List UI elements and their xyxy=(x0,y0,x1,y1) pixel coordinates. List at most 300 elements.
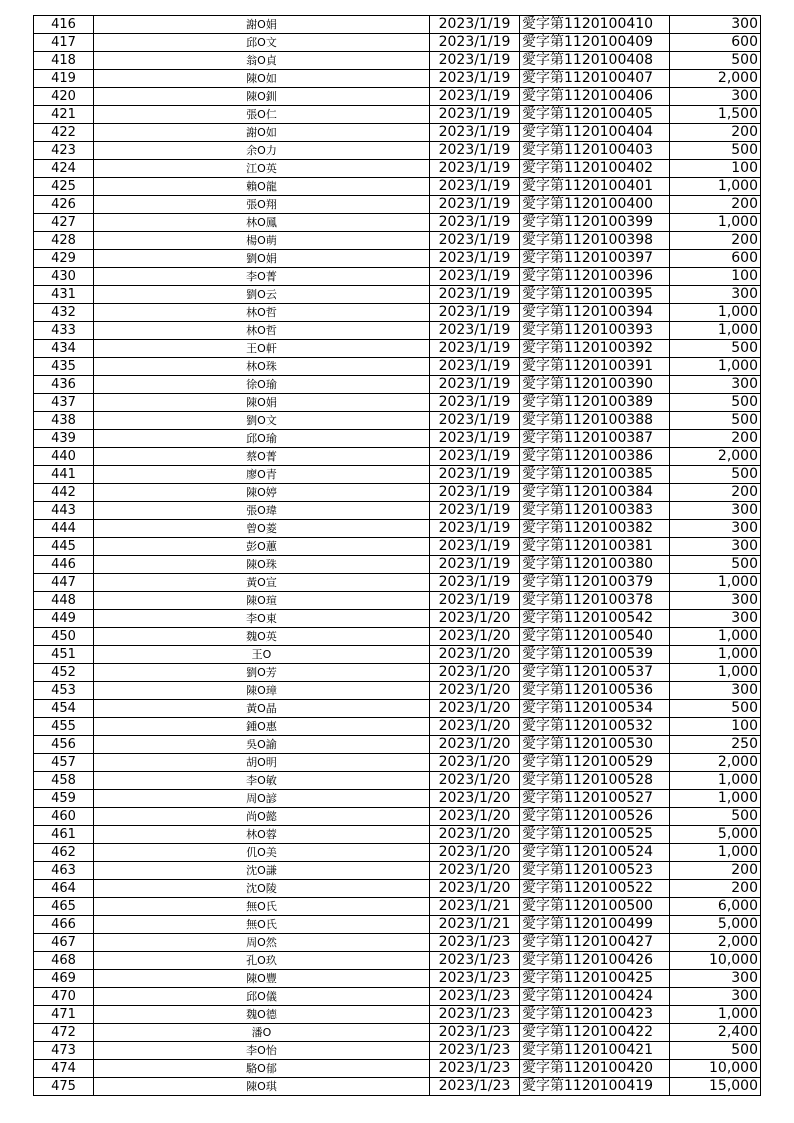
row-number: 457 xyxy=(34,754,94,772)
donation-amount: 1,000 xyxy=(670,628,761,646)
table-row xyxy=(34,1024,761,1042)
table-row xyxy=(34,538,761,556)
receipt-number: 愛字第1120100398 xyxy=(520,232,670,250)
row-number: 448 xyxy=(34,592,94,610)
receipt-number: 愛字第1120100381 xyxy=(520,538,670,556)
receipt-number: 愛字第1120100389 xyxy=(520,394,670,412)
receipt-number: 愛字第1120100384 xyxy=(520,484,670,502)
receipt-number: 愛字第1120100396 xyxy=(520,268,670,286)
donor-name: 謝O娟 xyxy=(94,16,430,34)
receipt-number: 愛字第1120100402 xyxy=(520,160,670,178)
donation-amount: 250 xyxy=(670,736,761,754)
receipt-number: 愛字第1120100395 xyxy=(520,286,670,304)
donation-date: 2023/1/19 xyxy=(430,304,520,322)
row-number: 417 xyxy=(34,34,94,52)
receipt-number: 愛字第1120100406 xyxy=(520,88,670,106)
donation-amount: 1,500 xyxy=(670,106,761,124)
row-number: 461 xyxy=(34,826,94,844)
donation-amount: 1,000 xyxy=(670,646,761,664)
donor-name: 林O哲 xyxy=(94,304,430,322)
row-number: 464 xyxy=(34,880,94,898)
donation-date: 2023/1/20 xyxy=(430,682,520,700)
table-row xyxy=(34,142,761,160)
donation-amount: 300 xyxy=(670,610,761,628)
row-number: 468 xyxy=(34,952,94,970)
row-number: 418 xyxy=(34,52,94,70)
receipt-number: 愛字第1120100423 xyxy=(520,1006,670,1024)
table-row xyxy=(34,1042,761,1060)
donation-amount: 200 xyxy=(670,430,761,448)
donor-name: 鍾O惠 xyxy=(94,718,430,736)
receipt-number: 愛字第1120100401 xyxy=(520,178,670,196)
donation-date: 2023/1/19 xyxy=(430,34,520,52)
donation-date: 2023/1/20 xyxy=(430,664,520,682)
receipt-number: 愛字第1120100387 xyxy=(520,430,670,448)
receipt-number: 愛字第1120100410 xyxy=(520,16,670,34)
receipt-number: 愛字第1120100379 xyxy=(520,574,670,592)
receipt-number: 愛字第1120100405 xyxy=(520,106,670,124)
donor-name: 彭O蕙 xyxy=(94,538,430,556)
donation-amount: 200 xyxy=(670,880,761,898)
table-row xyxy=(34,466,761,484)
row-number: 471 xyxy=(34,1006,94,1024)
table-row xyxy=(34,214,761,232)
donation-amount: 500 xyxy=(670,340,761,358)
donor-name: 余O力 xyxy=(94,142,430,160)
receipt-number: 愛字第1120100385 xyxy=(520,466,670,484)
receipt-number: 愛字第1120100397 xyxy=(520,250,670,268)
donation-date: 2023/1/19 xyxy=(430,448,520,466)
receipt-number: 愛字第1120100530 xyxy=(520,736,670,754)
receipt-number: 愛字第1120100424 xyxy=(520,988,670,1006)
donation-amount: 1,000 xyxy=(670,664,761,682)
donor-name: 劉O文 xyxy=(94,412,430,430)
table-row xyxy=(34,772,761,790)
receipt-number: 愛字第1120100409 xyxy=(520,34,670,52)
row-number: 426 xyxy=(34,196,94,214)
row-number: 446 xyxy=(34,556,94,574)
donor-name: 江O英 xyxy=(94,160,430,178)
table-row xyxy=(34,916,761,934)
donation-date: 2023/1/19 xyxy=(430,376,520,394)
receipt-number: 愛字第1120100525 xyxy=(520,826,670,844)
donation-date: 2023/1/19 xyxy=(430,592,520,610)
donor-name: 蔡O菁 xyxy=(94,448,430,466)
row-number: 422 xyxy=(34,124,94,142)
table-row xyxy=(34,34,761,52)
receipt-number: 愛字第1120100422 xyxy=(520,1024,670,1042)
table-row xyxy=(34,88,761,106)
donation-amount: 500 xyxy=(670,142,761,160)
donation-amount: 200 xyxy=(670,232,761,250)
receipt-number: 愛字第1120100529 xyxy=(520,754,670,772)
table-row xyxy=(34,1060,761,1078)
table-row xyxy=(34,1006,761,1024)
donation-date: 2023/1/19 xyxy=(430,268,520,286)
donor-name: 陳O如 xyxy=(94,70,430,88)
receipt-number: 愛字第1120100522 xyxy=(520,880,670,898)
donation-amount: 5,000 xyxy=(670,916,761,934)
donation-amount: 200 xyxy=(670,124,761,142)
donation-date: 2023/1/20 xyxy=(430,826,520,844)
table-row xyxy=(34,952,761,970)
donor-name: 陳O婷 xyxy=(94,484,430,502)
donation-date: 2023/1/23 xyxy=(430,1078,520,1096)
donation-amount: 10,000 xyxy=(670,1060,761,1078)
row-number: 454 xyxy=(34,700,94,718)
table-row xyxy=(34,448,761,466)
receipt-number: 愛字第1120100534 xyxy=(520,700,670,718)
donation-amount: 300 xyxy=(670,286,761,304)
donation-date: 2023/1/19 xyxy=(430,286,520,304)
table-row xyxy=(34,844,761,862)
row-number: 451 xyxy=(34,646,94,664)
donation-date: 2023/1/19 xyxy=(430,16,520,34)
donation-date: 2023/1/19 xyxy=(430,196,520,214)
donor-name: 劉O芳 xyxy=(94,664,430,682)
donation-amount: 1,000 xyxy=(670,1006,761,1024)
table-row xyxy=(34,178,761,196)
receipt-number: 愛字第1120100394 xyxy=(520,304,670,322)
table-row xyxy=(34,484,761,502)
donation-ledger-body xyxy=(34,16,761,1096)
donation-date: 2023/1/20 xyxy=(430,736,520,754)
donation-date: 2023/1/23 xyxy=(430,970,520,988)
donation-date: 2023/1/19 xyxy=(430,160,520,178)
row-number: 472 xyxy=(34,1024,94,1042)
donation-amount: 1,000 xyxy=(670,844,761,862)
row-number: 460 xyxy=(34,808,94,826)
row-number: 429 xyxy=(34,250,94,268)
row-number: 474 xyxy=(34,1060,94,1078)
donation-amount: 5,000 xyxy=(670,826,761,844)
donation-amount: 2,000 xyxy=(670,448,761,466)
table-row xyxy=(34,646,761,664)
donation-amount: 100 xyxy=(670,718,761,736)
row-number: 449 xyxy=(34,610,94,628)
row-number: 465 xyxy=(34,898,94,916)
table-row xyxy=(34,16,761,34)
donor-name: 楊O萌 xyxy=(94,232,430,250)
donation-amount: 300 xyxy=(670,592,761,610)
row-number: 456 xyxy=(34,736,94,754)
donation-amount: 300 xyxy=(670,520,761,538)
donation-amount: 600 xyxy=(670,34,761,52)
donor-name: 謝O如 xyxy=(94,124,430,142)
donor-name: 李O東 xyxy=(94,610,430,628)
donation-date: 2023/1/19 xyxy=(430,556,520,574)
row-number: 459 xyxy=(34,790,94,808)
donation-date: 2023/1/19 xyxy=(430,250,520,268)
donor-name: 王O xyxy=(94,646,430,664)
receipt-number: 愛字第1120100407 xyxy=(520,70,670,88)
donor-name: 尚O懿 xyxy=(94,808,430,826)
table-row xyxy=(34,412,761,430)
donation-date: 2023/1/19 xyxy=(430,394,520,412)
donor-name: 周O然 xyxy=(94,934,430,952)
donor-name: 徐O瑜 xyxy=(94,376,430,394)
receipt-number: 愛字第1120100528 xyxy=(520,772,670,790)
donor-name: 張O翔 xyxy=(94,196,430,214)
row-number: 475 xyxy=(34,1078,94,1096)
donor-name: 邱O瑜 xyxy=(94,430,430,448)
donor-name: 林O蓉 xyxy=(94,826,430,844)
donation-date: 2023/1/19 xyxy=(430,214,520,232)
table-row xyxy=(34,934,761,952)
row-number: 425 xyxy=(34,178,94,196)
donation-date: 2023/1/19 xyxy=(430,52,520,70)
donation-date: 2023/1/20 xyxy=(430,610,520,628)
donation-date: 2023/1/19 xyxy=(430,106,520,124)
table-row xyxy=(34,808,761,826)
receipt-number: 愛字第1120100380 xyxy=(520,556,670,574)
row-number: 466 xyxy=(34,916,94,934)
donation-amount: 1,000 xyxy=(670,304,761,322)
row-number: 437 xyxy=(34,394,94,412)
donation-amount: 500 xyxy=(670,1042,761,1060)
donor-name: 陳O璋 xyxy=(94,682,430,700)
donor-name: 無O氏 xyxy=(94,916,430,934)
receipt-number: 愛字第1120100540 xyxy=(520,628,670,646)
donation-amount: 6,000 xyxy=(670,898,761,916)
donation-date: 2023/1/20 xyxy=(430,844,520,862)
receipt-number: 愛字第1120100542 xyxy=(520,610,670,628)
donation-date: 2023/1/19 xyxy=(430,430,520,448)
donation-amount: 300 xyxy=(670,88,761,106)
donor-name: 魏O德 xyxy=(94,1006,430,1024)
table-row xyxy=(34,160,761,178)
donation-date: 2023/1/19 xyxy=(430,70,520,88)
donor-name: 廖O青 xyxy=(94,466,430,484)
table-row xyxy=(34,286,761,304)
donation-date: 2023/1/20 xyxy=(430,880,520,898)
receipt-number: 愛字第1120100408 xyxy=(520,52,670,70)
donation-amount: 600 xyxy=(670,250,761,268)
table-row xyxy=(34,70,761,88)
receipt-number: 愛字第1120100419 xyxy=(520,1078,670,1096)
donation-date: 2023/1/20 xyxy=(430,808,520,826)
row-number: 469 xyxy=(34,970,94,988)
table-row xyxy=(34,664,761,682)
donation-amount: 300 xyxy=(670,538,761,556)
table-row xyxy=(34,322,761,340)
donation-amount: 100 xyxy=(670,268,761,286)
donation-date: 2023/1/19 xyxy=(430,520,520,538)
donation-amount: 500 xyxy=(670,700,761,718)
donor-name: 潘O xyxy=(94,1024,430,1042)
row-number: 432 xyxy=(34,304,94,322)
table-row xyxy=(34,682,761,700)
row-number: 427 xyxy=(34,214,94,232)
row-number: 440 xyxy=(34,448,94,466)
donation-amount: 200 xyxy=(670,484,761,502)
donation-date: 2023/1/20 xyxy=(430,862,520,880)
row-number: 423 xyxy=(34,142,94,160)
donation-amount: 1,000 xyxy=(670,322,761,340)
row-number: 441 xyxy=(34,466,94,484)
donor-name: 李O敏 xyxy=(94,772,430,790)
receipt-number: 愛字第1120100527 xyxy=(520,790,670,808)
donation-amount: 1,000 xyxy=(670,772,761,790)
row-number: 424 xyxy=(34,160,94,178)
table-row xyxy=(34,790,761,808)
row-number: 421 xyxy=(34,106,94,124)
receipt-number: 愛字第1120100400 xyxy=(520,196,670,214)
table-row xyxy=(34,124,761,142)
table-row xyxy=(34,520,761,538)
donation-date: 2023/1/20 xyxy=(430,790,520,808)
row-number: 462 xyxy=(34,844,94,862)
row-number: 473 xyxy=(34,1042,94,1060)
table-row xyxy=(34,898,761,916)
receipt-number: 愛字第1120100393 xyxy=(520,322,670,340)
donation-amount: 200 xyxy=(670,862,761,880)
receipt-number: 愛字第1120100388 xyxy=(520,412,670,430)
donor-name: 邱O文 xyxy=(94,34,430,52)
row-number: 430 xyxy=(34,268,94,286)
donor-name: 沈O陵 xyxy=(94,880,430,898)
donor-name: 胡O明 xyxy=(94,754,430,772)
receipt-number: 愛字第1120100425 xyxy=(520,970,670,988)
row-number: 436 xyxy=(34,376,94,394)
donor-name: 仉O美 xyxy=(94,844,430,862)
donor-name: 吳O諭 xyxy=(94,736,430,754)
receipt-number: 愛字第1120100378 xyxy=(520,592,670,610)
table-row xyxy=(34,394,761,412)
donor-name: 魏O英 xyxy=(94,628,430,646)
receipt-number: 愛字第1120100500 xyxy=(520,898,670,916)
donation-amount: 2,000 xyxy=(670,754,761,772)
donor-name: 李O怡 xyxy=(94,1042,430,1060)
donor-name: 黃O晶 xyxy=(94,700,430,718)
donation-amount: 300 xyxy=(670,16,761,34)
donation-amount: 15,000 xyxy=(670,1078,761,1096)
row-number: 428 xyxy=(34,232,94,250)
table-row xyxy=(34,106,761,124)
donor-name: 張O瑋 xyxy=(94,502,430,520)
donor-name: 黃O宣 xyxy=(94,574,430,592)
donation-amount: 500 xyxy=(670,556,761,574)
table-row xyxy=(34,988,761,1006)
donation-amount: 1,000 xyxy=(670,214,761,232)
donation-date: 2023/1/19 xyxy=(430,358,520,376)
donation-date: 2023/1/19 xyxy=(430,232,520,250)
row-number: 458 xyxy=(34,772,94,790)
donation-date: 2023/1/19 xyxy=(430,340,520,358)
row-number: 442 xyxy=(34,484,94,502)
donation-amount: 500 xyxy=(670,808,761,826)
donation-date: 2023/1/19 xyxy=(430,142,520,160)
row-number: 434 xyxy=(34,340,94,358)
donation-amount: 500 xyxy=(670,412,761,430)
donation-date: 2023/1/19 xyxy=(430,502,520,520)
table-row xyxy=(34,196,761,214)
row-number: 416 xyxy=(34,16,94,34)
donor-name: 王O軒 xyxy=(94,340,430,358)
donor-name: 張O仁 xyxy=(94,106,430,124)
donation-amount: 1,000 xyxy=(670,178,761,196)
donation-date: 2023/1/19 xyxy=(430,484,520,502)
donation-date: 2023/1/20 xyxy=(430,646,520,664)
donation-amount: 10,000 xyxy=(670,952,761,970)
donation-date: 2023/1/23 xyxy=(430,1024,520,1042)
donation-date: 2023/1/20 xyxy=(430,700,520,718)
table-row xyxy=(34,268,761,286)
table-row xyxy=(34,592,761,610)
donation-amount: 300 xyxy=(670,970,761,988)
row-number: 447 xyxy=(34,574,94,592)
donation-date: 2023/1/19 xyxy=(430,322,520,340)
donation-amount: 300 xyxy=(670,682,761,700)
donation-date: 2023/1/23 xyxy=(430,934,520,952)
donor-name: 林O鳳 xyxy=(94,214,430,232)
row-number: 439 xyxy=(34,430,94,448)
receipt-number: 愛字第1120100426 xyxy=(520,952,670,970)
donation-amount: 500 xyxy=(670,394,761,412)
donor-name: 陳O珠 xyxy=(94,556,430,574)
donor-name: 無O氏 xyxy=(94,898,430,916)
table-row xyxy=(34,826,761,844)
donation-amount: 2,000 xyxy=(670,934,761,952)
receipt-number: 愛字第1120100391 xyxy=(520,358,670,376)
donation-amount: 500 xyxy=(670,52,761,70)
table-row xyxy=(34,628,761,646)
donor-name: 孔O玖 xyxy=(94,952,430,970)
receipt-number: 愛字第1120100399 xyxy=(520,214,670,232)
row-number: 438 xyxy=(34,412,94,430)
donation-date: 2023/1/21 xyxy=(430,898,520,916)
row-number: 463 xyxy=(34,862,94,880)
receipt-number: 愛字第1120100421 xyxy=(520,1042,670,1060)
donor-name: 曾O菱 xyxy=(94,520,430,538)
donation-ledger-table xyxy=(33,15,761,1096)
row-number: 470 xyxy=(34,988,94,1006)
donation-amount: 2,000 xyxy=(670,70,761,88)
row-number: 453 xyxy=(34,682,94,700)
receipt-number: 愛字第1120100420 xyxy=(520,1060,670,1078)
receipt-number: 愛字第1120100536 xyxy=(520,682,670,700)
donor-name: 周O諺 xyxy=(94,790,430,808)
donation-date: 2023/1/23 xyxy=(430,988,520,1006)
receipt-number: 愛字第1120100383 xyxy=(520,502,670,520)
table-row xyxy=(34,880,761,898)
row-number: 435 xyxy=(34,358,94,376)
donation-amount: 500 xyxy=(670,466,761,484)
receipt-number: 愛字第1120100537 xyxy=(520,664,670,682)
receipt-number: 愛字第1120100539 xyxy=(520,646,670,664)
receipt-number: 愛字第1120100390 xyxy=(520,376,670,394)
donation-amount: 2,400 xyxy=(670,1024,761,1042)
donation-amount: 200 xyxy=(670,196,761,214)
donation-date: 2023/1/23 xyxy=(430,1042,520,1060)
donation-date: 2023/1/19 xyxy=(430,574,520,592)
table-row xyxy=(34,430,761,448)
table-row xyxy=(34,970,761,988)
receipt-number: 愛字第1120100392 xyxy=(520,340,670,358)
donor-name: 陳O娟 xyxy=(94,394,430,412)
donation-amount: 1,000 xyxy=(670,790,761,808)
donor-name: 沈O謙 xyxy=(94,862,430,880)
table-row xyxy=(34,862,761,880)
table-row xyxy=(34,700,761,718)
donation-date: 2023/1/20 xyxy=(430,718,520,736)
row-number: 420 xyxy=(34,88,94,106)
row-number: 455 xyxy=(34,718,94,736)
table-row xyxy=(34,1078,761,1096)
donor-name: 陳O瑄 xyxy=(94,592,430,610)
donation-date: 2023/1/23 xyxy=(430,952,520,970)
receipt-number: 愛字第1120100427 xyxy=(520,934,670,952)
